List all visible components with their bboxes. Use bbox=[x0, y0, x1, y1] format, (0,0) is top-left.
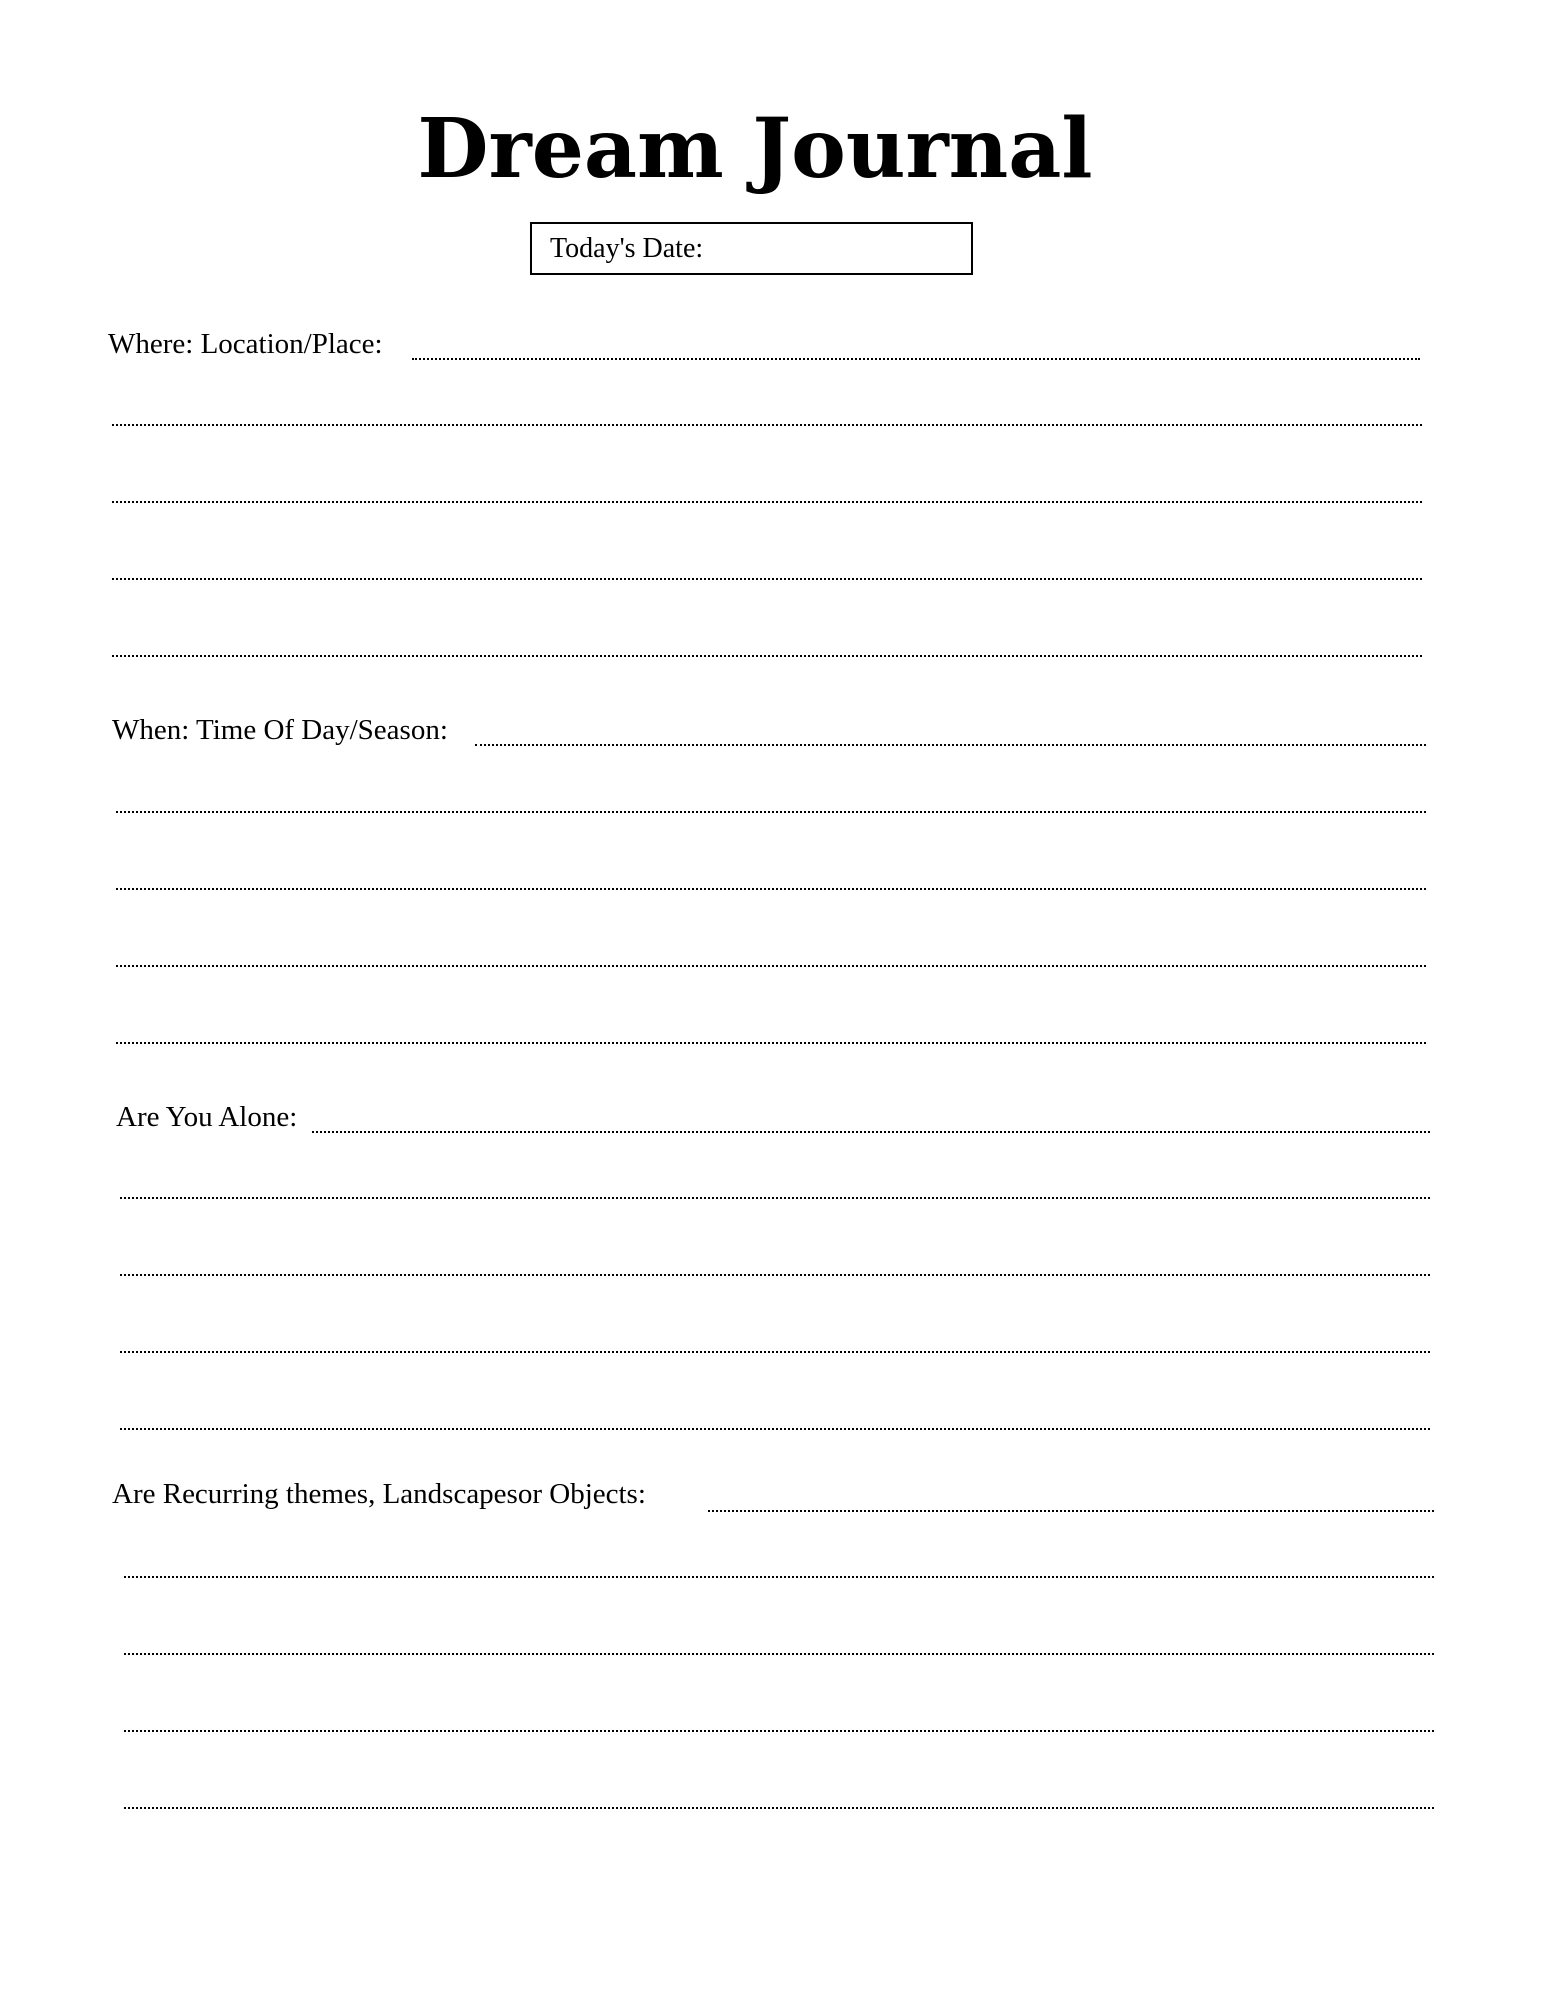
answer-line[interactable] bbox=[112, 501, 1422, 503]
answer-line[interactable] bbox=[120, 1197, 1430, 1199]
answer-line[interactable] bbox=[112, 424, 1422, 426]
answer-line[interactable] bbox=[412, 358, 1420, 360]
section-label-recurring: Are Recurring themes, Landscapesor Objects: bbox=[112, 1478, 646, 1510]
answer-line[interactable] bbox=[120, 1428, 1430, 1430]
section-label-alone: Are You Alone: bbox=[116, 1101, 298, 1133]
answer-line[interactable] bbox=[124, 1730, 1434, 1732]
section-label-when: When: Time Of Day/Season: bbox=[112, 714, 448, 746]
answer-line[interactable] bbox=[475, 744, 1426, 746]
section-label-where: Where: Location/Place: bbox=[108, 328, 383, 360]
answer-line[interactable] bbox=[116, 811, 1426, 813]
answer-line[interactable] bbox=[112, 578, 1422, 580]
answer-line[interactable] bbox=[708, 1510, 1434, 1512]
answer-line[interactable] bbox=[116, 888, 1426, 890]
answer-line[interactable] bbox=[116, 1042, 1426, 1044]
answer-line[interactable] bbox=[116, 965, 1426, 967]
answer-line[interactable] bbox=[124, 1576, 1434, 1578]
date-label: Today's Date: bbox=[550, 232, 704, 264]
answer-line[interactable] bbox=[124, 1653, 1434, 1655]
page-title: Dream Journal bbox=[417, 101, 1093, 197]
answer-line[interactable] bbox=[124, 1807, 1434, 1809]
answer-line[interactable] bbox=[120, 1274, 1430, 1276]
answer-line[interactable] bbox=[312, 1131, 1430, 1133]
date-field[interactable] bbox=[530, 222, 973, 275]
answer-line[interactable] bbox=[120, 1351, 1430, 1353]
answer-line[interactable] bbox=[112, 655, 1422, 657]
